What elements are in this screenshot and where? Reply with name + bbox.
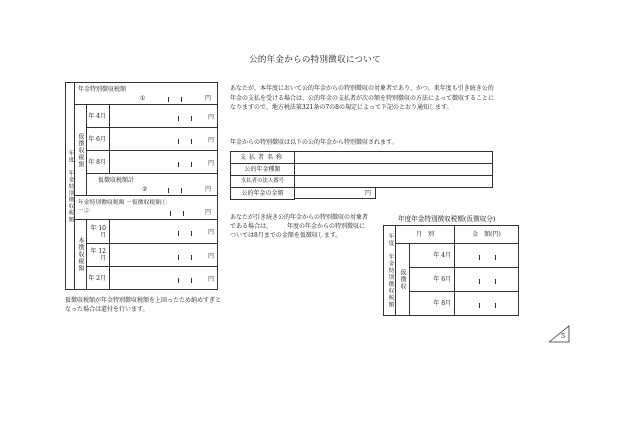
right-month-2: 年 6月 [410,268,455,292]
tax-total-label: 年金特別徴収税額 [78,85,127,93]
pension-type-label: 公的年金種類 [231,164,295,176]
page-number-text: 5 [561,332,566,340]
right-month-3: 年 8月 [410,292,455,316]
payer-corporate-number-label: 支払者の法人番号 [231,176,295,188]
right-outer-label: 年度 年金特別徴収税額 [384,226,396,316]
page-title: 公的年金からの特別徴収について [249,55,381,65]
left-note: 仮徴収税額が年金特別徴収税額を上回ったため納めすぎとなった場合は還付を行います。 [65,297,222,313]
payer-name-label: 支払者名称 [231,152,295,164]
page-number [548,325,570,343]
main-month-3: 年 2月 [87,267,110,290]
provisional-month-3: 年 8月 [87,151,110,174]
pension-amount-yen: 円 [364,190,371,198]
outer-label: 年度 年金特別徴収税額 [66,83,75,290]
right-provisional-label: 仮徴収 [396,244,410,316]
payer-table [230,151,493,200]
tax-total-mark: ① [140,94,146,102]
col-amount: 金 額(円) [455,226,519,244]
provisional-total-label: 仮徴収税額計 [98,176,135,184]
provisional-paragraph: あなたが引き続き公的年金からの特別徴収の対象者である場合は、 年度の年金からの特別徴収については8月までの金額を仮徴収します。 [230,214,369,239]
right-table-caption: 年度年金特別徴収税額(仮徴収分) [398,215,496,223]
yen-label: 円 [205,94,212,102]
provisional-month-1: 年 4月 [87,105,110,128]
pension-amount-label: 公的年金の金額 [231,188,295,200]
remaining-label: 年金特別徴収税額 －仮徴収税額①－② [78,200,167,214]
main-month-1: 年 10月 [87,220,110,244]
main-month-2: 年 12月 [87,244,110,267]
right-tax-table [383,225,519,316]
page-number-marker [548,325,570,343]
col-month: 月 別 [396,226,455,244]
intro-paragraph: あなたが、本年度において公的年金からの特別徴収の対象者であり、かつ、来年度も引き続き公的年金の支払を受ける場合は、公的年金の支払者が次の額を特別徴収の方法によって徴収することになりますので、地方税法第321条の7の8の規定によって下記のとおり通知します。 [230,85,495,112]
provisional-total-mark: ② [142,185,148,193]
provisional-month-2: 年 6月 [87,128,110,151]
left-tax-table: 年度 年金特別徴収税額 年金特別徴収税額 ① 円 仮徴収税額 年 4月 円 年 6月 円 年 8月 円 仮徴収税額計 ② 円 年金特別徴収税額 －仮徴収税額①－② 円 本徴収税額 年 10月 円 年 12月 円 年 2月 円 [65,82,218,290]
payer-intro: 年金からの特別徴収は以下の公的年金から特別徴収されます。 [230,139,398,146]
provisional-label: 仮徴収税額 [75,105,87,196]
tax-total-amount [78,93,214,102]
right-month-1: 年 4月 [410,244,455,268]
main-label: 本徴収税額 [75,220,87,290]
